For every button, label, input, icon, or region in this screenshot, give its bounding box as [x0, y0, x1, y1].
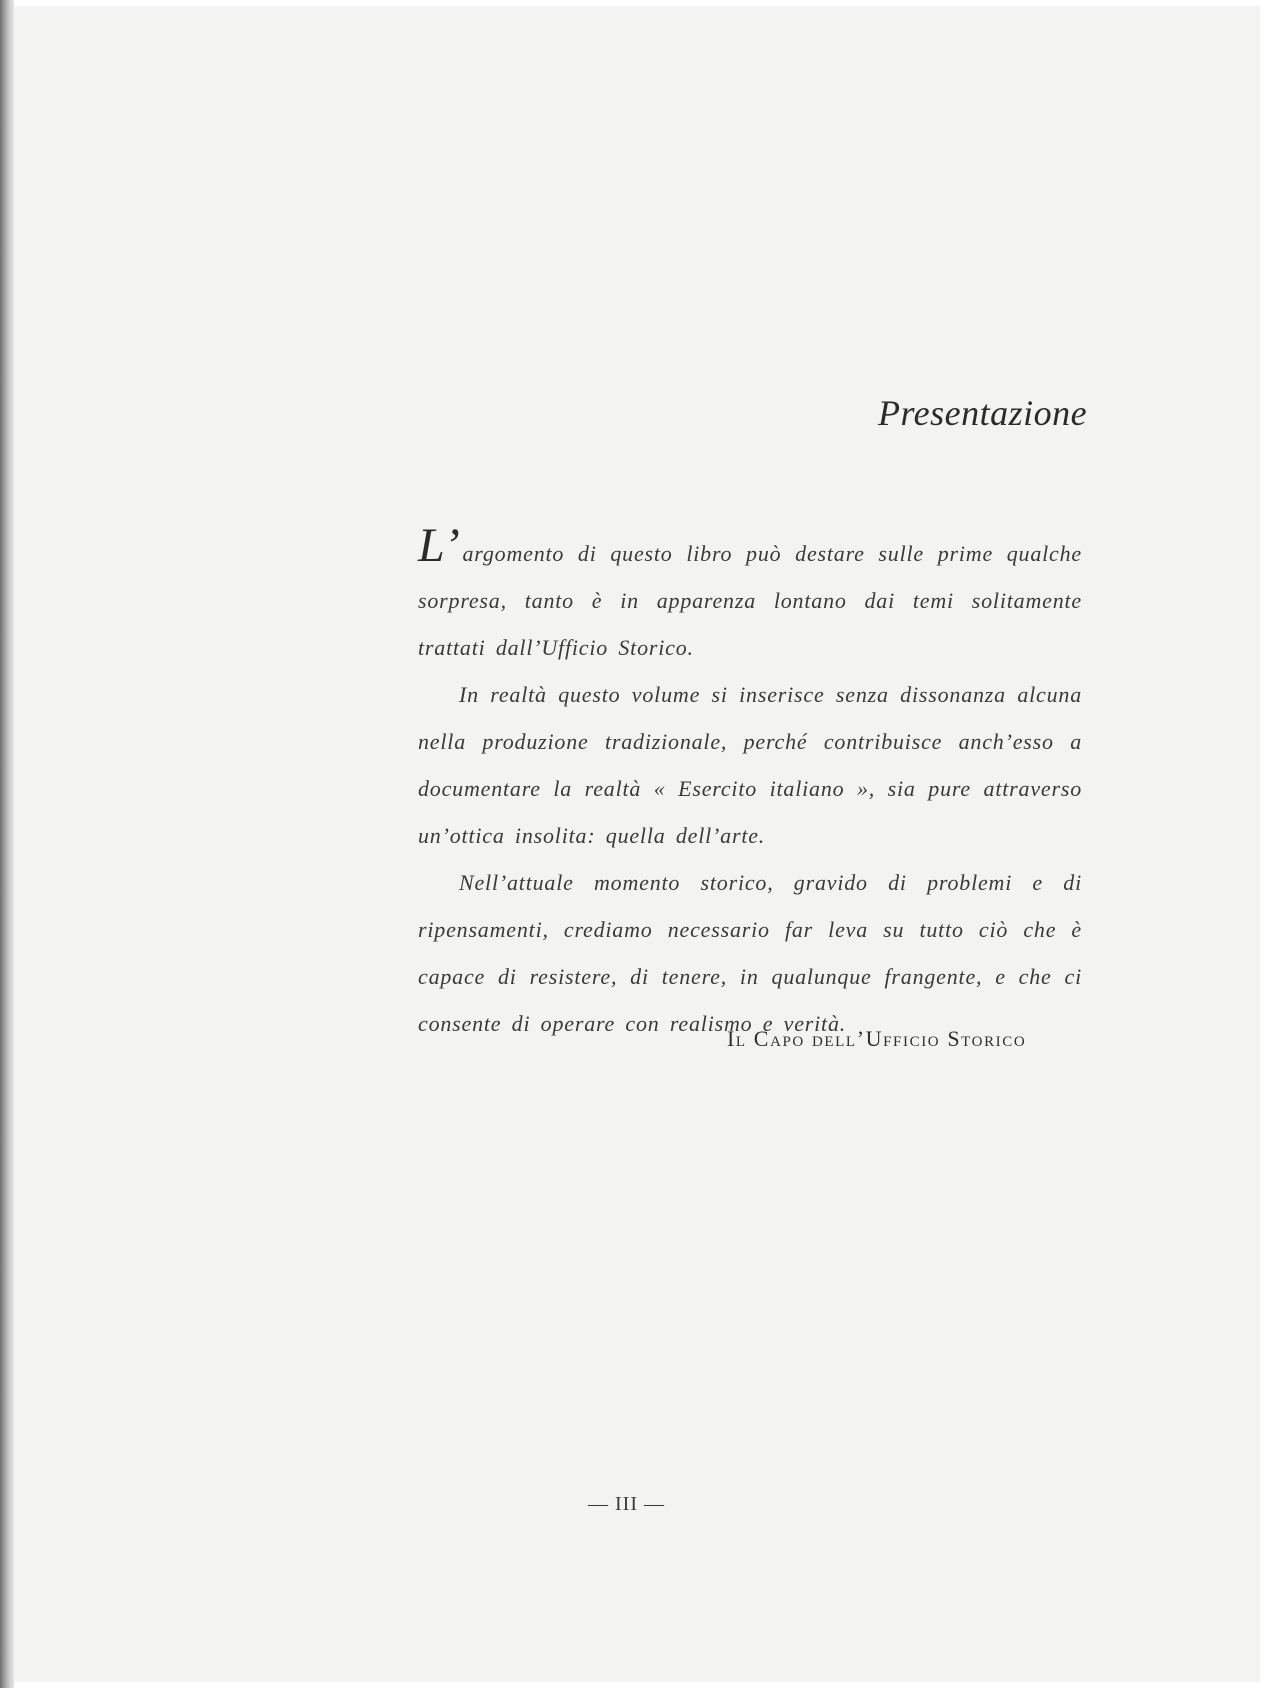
page-title: Presentazione: [878, 393, 1088, 433]
paragraph-2: In realtà questo volume si inserisce senza dissonanza alcuna nella produzione tradizionale, perché contribuisce anch’esso a documentare la realtà « Esercito italiano », sia pure attraverso un’ottica insolita: quella dell’arte.: [418, 682, 1082, 848]
book-binding-edge: [0, 0, 14, 1688]
page-number: — III —: [588, 1493, 665, 1515]
paragraph-3: Nell’attuale momento storico, gravido di problemi e di ripensamenti, crediamo necessario far leva su tutto ciò che è capace di resistere, di tenere, in qualunque frangente, e che ci consente di operare con realismo e verità.: [418, 870, 1082, 1036]
drop-cap: L’: [418, 519, 461, 572]
presentation-text: [418, 519, 1082, 1047]
paragraph-1: [418, 519, 1082, 671]
paragraph-1-text: argomento di questo libro può destare sulle prime qualche sorpresa, tanto è in apparenza lontano dai temi solitamente trattati dall’Ufficio Storico.: [418, 541, 1082, 660]
signature: Il Capo dell’Ufficio Storico: [727, 1026, 1027, 1051]
